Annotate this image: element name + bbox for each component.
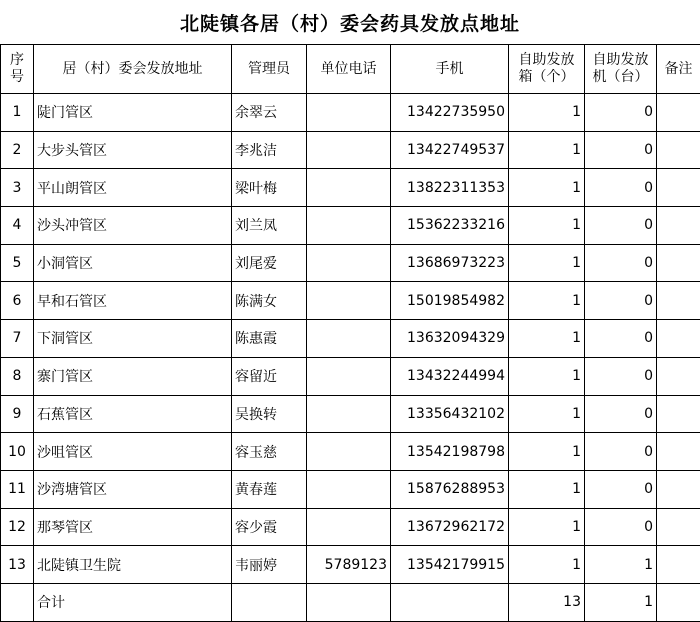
cell-address[interactable]: 寨门管区 — [34, 357, 232, 395]
cell-manager[interactable]: 李兆洁 — [232, 131, 307, 169]
cell-note[interactable] — [657, 94, 700, 132]
cell-note[interactable] — [657, 169, 700, 207]
cell-address[interactable]: 那琴管区 — [34, 508, 232, 546]
cell-machine-count[interactable]: 0 — [585, 244, 657, 282]
cell-manager[interactable]: 吴换转 — [232, 395, 307, 433]
cell-mobile[interactable]: 13422735950 — [391, 94, 509, 132]
cell-address[interactable]: 平山朗管区 — [34, 169, 232, 207]
cell-manager[interactable]: 陈满女 — [232, 282, 307, 320]
cell-address[interactable]: 早和石管区 — [34, 282, 232, 320]
total-row — [1, 583, 700, 621]
cell-manager[interactable] — [232, 583, 307, 621]
cell-index[interactable]: 13 — [1, 546, 34, 584]
cell-box-count[interactable]: 1 — [509, 131, 585, 169]
cell-office-phone[interactable] — [307, 131, 391, 169]
cell-manager[interactable]: 刘兰凤 — [232, 207, 307, 245]
cell-office-phone[interactable]: 5789123 — [307, 546, 391, 584]
header-row — [1, 45, 700, 94]
table-row — [1, 357, 700, 395]
cell-mobile[interactable]: 13632094329 — [391, 320, 509, 358]
cell-office-phone[interactable] — [307, 244, 391, 282]
cell-office-phone[interactable] — [307, 282, 391, 320]
cell-mobile[interactable] — [391, 583, 509, 621]
cell-note[interactable] — [657, 433, 700, 471]
cell-note[interactable] — [657, 244, 700, 282]
cell-office-phone[interactable] — [307, 320, 391, 358]
cell-box-count[interactable]: 13 — [509, 583, 585, 621]
cell-machine-count[interactable]: 0 — [585, 357, 657, 395]
cell-mobile[interactable]: 15362233216 — [391, 207, 509, 245]
header-cell-address[interactable]: 居（村）委会发放地址 — [34, 45, 232, 94]
cell-manager[interactable]: 梁叶梅 — [232, 169, 307, 207]
cell-box-count[interactable]: 1 — [509, 546, 585, 584]
cell-index[interactable]: 3 — [1, 169, 34, 207]
cell-office-phone[interactable] — [307, 169, 391, 207]
table-row — [1, 433, 700, 471]
cell-box-count[interactable]: 1 — [509, 433, 585, 471]
cell-mobile[interactable]: 13542179915 — [391, 546, 509, 584]
distribution-table — [0, 44, 700, 622]
cell-index[interactable]: 4 — [1, 207, 34, 245]
cell-box-count[interactable]: 1 — [509, 282, 585, 320]
cell-address[interactable]: 沙咀管区 — [34, 433, 232, 471]
table-row — [1, 470, 700, 508]
cell-note[interactable] — [657, 395, 700, 433]
header-cell-manager[interactable]: 管理员 — [232, 45, 307, 94]
cell-office-phone[interactable] — [307, 207, 391, 245]
cell-box-count[interactable]: 1 — [509, 508, 585, 546]
cell-mobile[interactable]: 13356432102 — [391, 395, 509, 433]
cell-box-count[interactable]: 1 — [509, 320, 585, 358]
cell-machine-count[interactable]: 0 — [585, 169, 657, 207]
cell-address[interactable]: 下洞管区 — [34, 320, 232, 358]
cell-box-count[interactable]: 1 — [509, 244, 585, 282]
cell-manager[interactable]: 黄春莲 — [232, 470, 307, 508]
table-row — [1, 395, 700, 433]
cell-address[interactable]: 大步头管区 — [34, 131, 232, 169]
table-row — [1, 546, 700, 584]
cell-note[interactable] — [657, 131, 700, 169]
cell-note[interactable] — [657, 320, 700, 358]
cell-box-count[interactable]: 1 — [509, 94, 585, 132]
cell-machine-count[interactable]: 0 — [585, 282, 657, 320]
cell-address[interactable]: 沙头冲管区 — [34, 207, 232, 245]
cell-office-phone[interactable] — [307, 508, 391, 546]
cell-manager[interactable]: 余翠云 — [232, 94, 307, 132]
cell-index[interactable]: 9 — [1, 395, 34, 433]
cell-machine-count[interactable]: 0 — [585, 207, 657, 245]
cell-box-count[interactable]: 1 — [509, 169, 585, 207]
cell-mobile[interactable]: 13686973223 — [391, 244, 509, 282]
cell-address[interactable]: 小洞管区 — [34, 244, 232, 282]
cell-index[interactable]: 7 — [1, 320, 34, 358]
cell-manager[interactable]: 陈惠霞 — [232, 320, 307, 358]
table-row — [1, 282, 700, 320]
header-cell-box-count[interactable]: 自助发放箱（个） — [509, 45, 585, 94]
cell-machine-count[interactable]: 0 — [585, 320, 657, 358]
cell-index[interactable]: 5 — [1, 244, 34, 282]
cell-office-phone[interactable] — [307, 583, 391, 621]
cell-index[interactable]: 6 — [1, 282, 34, 320]
cell-address[interactable]: 石蕉管区 — [34, 395, 232, 433]
sheet-title: 北陡镇各居（村）委会药具发放点地址 — [0, 0, 700, 44]
cell-box-count[interactable]: 1 — [509, 207, 585, 245]
cell-box-count[interactable]: 1 — [509, 357, 585, 395]
cell-mobile[interactable]: 13422749537 — [391, 131, 509, 169]
cell-note[interactable] — [657, 282, 700, 320]
cell-manager[interactable]: 容少霞 — [232, 508, 307, 546]
cell-machine-count[interactable]: 1 — [585, 546, 657, 584]
cell-manager[interactable]: 韦丽婷 — [232, 546, 307, 584]
cell-machine-count[interactable]: 0 — [585, 395, 657, 433]
table-row — [1, 508, 700, 546]
cell-machine-count[interactable]: 1 — [585, 583, 657, 621]
cell-manager[interactable]: 容留近 — [232, 357, 307, 395]
cell-note[interactable] — [657, 357, 700, 395]
cell-note[interactable] — [657, 207, 700, 245]
cell-index[interactable] — [1, 583, 34, 621]
cell-machine-count[interactable]: 0 — [585, 433, 657, 471]
cell-address[interactable]: 北陡镇卫生院 — [34, 546, 232, 584]
cell-address[interactable]: 沙湾塘管区 — [34, 470, 232, 508]
cell-note[interactable] — [657, 583, 700, 621]
cell-office-phone[interactable] — [307, 433, 391, 471]
table-body — [1, 94, 700, 622]
cell-machine-count[interactable]: 0 — [585, 131, 657, 169]
table-row — [1, 207, 700, 245]
cell-machine-count[interactable]: 0 — [585, 508, 657, 546]
cell-index[interactable]: 10 — [1, 433, 34, 471]
cell-machine-count[interactable]: 0 — [585, 470, 657, 508]
cell-address[interactable]: 合计 — [34, 583, 232, 621]
header-cell-mobile[interactable]: 手机 — [391, 45, 509, 94]
cell-box-count[interactable]: 1 — [509, 470, 585, 508]
table-row — [1, 131, 700, 169]
header-cell-machine-count[interactable]: 自助发放机（台） — [585, 45, 657, 94]
table-row — [1, 94, 700, 132]
cell-note[interactable] — [657, 470, 700, 508]
cell-note[interactable] — [657, 508, 700, 546]
cell-index[interactable]: 2 — [1, 131, 34, 169]
cell-manager[interactable]: 容玉慈 — [232, 433, 307, 471]
header-cell-note[interactable]: 备注 — [657, 45, 700, 94]
cell-index[interactable]: 8 — [1, 357, 34, 395]
header-cell-index[interactable]: 序号 — [1, 45, 34, 94]
cell-machine-count[interactable]: 0 — [585, 94, 657, 132]
cell-mobile[interactable]: 13822311353 — [391, 169, 509, 207]
cell-mobile[interactable]: 13672962172 — [391, 508, 509, 546]
cell-index[interactable]: 1 — [1, 94, 34, 132]
cell-mobile[interactable]: 15876288953 — [391, 470, 509, 508]
cell-mobile[interactable]: 15019854982 — [391, 282, 509, 320]
cell-index[interactable]: 12 — [1, 508, 34, 546]
cell-index[interactable]: 11 — [1, 470, 34, 508]
cell-mobile[interactable]: 13542198798 — [391, 433, 509, 471]
table-row — [1, 169, 700, 207]
header-cell-office-phone[interactable]: 单位电话 — [307, 45, 391, 94]
cell-manager[interactable]: 刘尾爱 — [232, 244, 307, 282]
cell-office-phone[interactable] — [307, 470, 391, 508]
cell-address[interactable]: 陡门管区 — [34, 94, 232, 132]
cell-mobile[interactable]: 13432244994 — [391, 357, 509, 395]
cell-office-phone[interactable] — [307, 357, 391, 395]
table-row — [1, 244, 700, 282]
cell-office-phone[interactable] — [307, 395, 391, 433]
table-row — [1, 320, 700, 358]
cell-office-phone[interactable] — [307, 94, 391, 132]
cell-note[interactable] — [657, 546, 700, 584]
cell-box-count[interactable]: 1 — [509, 395, 585, 433]
